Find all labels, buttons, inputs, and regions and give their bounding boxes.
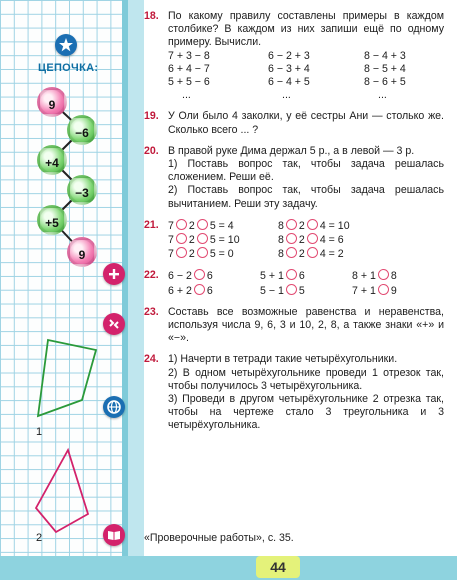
exercise-19 <box>144 110 444 136</box>
figure-label: 2 <box>36 532 43 544</box>
blank-circle[interactable] <box>197 247 208 258</box>
ellipsis: ... <box>378 89 387 102</box>
equation-row: 7 2 5 = 0 8 2 4 = 2 <box>168 248 344 261</box>
exercise-number: 22. <box>144 269 159 282</box>
chain-bead: 9 <box>37 87 67 117</box>
figure-label: 1 <box>36 426 43 438</box>
blank-circle[interactable] <box>378 284 389 295</box>
page-strip <box>128 0 144 580</box>
equation-row: 7 2 5 = 10 8 2 4 = 6 <box>168 234 344 247</box>
exercise-18 <box>144 10 444 102</box>
example: 6 − 4 + 5 <box>268 76 310 89</box>
exercise-text: По какому правилу составлены примеры в каждом столбике? В каждом из них запиши ещё по одному примеру. Вычисли. <box>168 10 444 49</box>
example: 8 − 6 + 5 <box>364 76 406 89</box>
example: 5 + 5 − 6 <box>168 76 210 89</box>
ellipsis: ... <box>282 89 291 102</box>
exercise-question: 2) Поставь вопрос так, чтобы задача решалась вычитанием. Реши эту задачу. <box>168 184 444 210</box>
blank-circle[interactable] <box>286 269 297 280</box>
exercise-23 <box>144 306 444 346</box>
blank-circle[interactable] <box>307 233 318 244</box>
bottom-band <box>0 556 457 580</box>
exercise-text: У Оли было 4 заколки, у её сестры Ани — столько же. Сколько всего ... ? <box>168 110 444 136</box>
page-number: 44 <box>256 556 300 578</box>
blank-circle[interactable] <box>307 247 318 258</box>
example: 6 − 3 + 4 <box>268 62 310 75</box>
blank-circle[interactable] <box>176 247 187 258</box>
exercise-text: Составь все возможные равенства и неравенства, используя числа 9, 6, 3 и 10, 2, 8, а также знаки «+» и «−». <box>168 305 444 345</box>
blank-circle[interactable] <box>286 233 297 244</box>
blank-circle[interactable] <box>176 233 187 244</box>
blank-circle[interactable] <box>194 269 205 280</box>
comparison-row: 6 + 2 6 5 − 1 5 7 + 1 9 <box>168 284 397 297</box>
example: 7 + 3 − 8 <box>168 49 210 62</box>
chain-bead: +5 <box>37 205 67 235</box>
example-columns <box>168 50 444 103</box>
example: 8 − 4 + 3 <box>364 49 406 62</box>
exercise-20 <box>144 145 444 211</box>
exercise-text: 1) Начерти в тетради такие четырёхугольники. <box>168 353 398 366</box>
exercise-text: 3) Проведи в другом четырёхугольнике 2 отрезка так, чтобы на чертеже стало 3 треугольника и 3 четырёхугольника. <box>168 393 444 432</box>
example: 8 − 5 + 4 <box>364 62 406 75</box>
chain-bead: −3 <box>67 175 97 205</box>
exercise-text: 2) В одном четырёхугольнике проведи 1 отрезок так, чтобы получилось 3 четырёхугольника. <box>168 366 444 392</box>
exercise-22 <box>144 269 444 297</box>
exercise-number: 20. <box>144 144 159 157</box>
example: 6 − 2 + 3 <box>268 49 310 62</box>
blank-circle[interactable] <box>286 247 297 258</box>
blank-circle[interactable] <box>286 284 297 295</box>
equation-row: 7 2 5 = 4 8 2 4 = 10 <box>168 219 350 232</box>
exercise-number: 18. <box>144 10 159 22</box>
ellipsis: ... <box>182 89 191 102</box>
example: 6 + 4 − 7 <box>168 62 210 75</box>
blank-circle[interactable] <box>194 284 205 295</box>
chain-bead: 9 <box>67 237 97 267</box>
exercise-21 <box>144 219 444 262</box>
exercise-number: 24. <box>144 353 159 366</box>
quadrilateral-figures <box>0 0 128 560</box>
chain-title: ЦЕПОЧКА: <box>38 62 99 74</box>
exercise-question: 1) Поставь вопрос так, чтобы задача решалась сложением. Реши её. <box>168 158 444 184</box>
chain-bead: +4 <box>37 145 67 175</box>
exercise-24 <box>144 353 444 432</box>
exercise-list <box>144 10 444 441</box>
exercise-text: В правой руке Дима держал 5 р., а в левой — 3 р. <box>168 144 415 157</box>
blank-circle[interactable] <box>176 219 187 230</box>
blank-circle[interactable] <box>197 219 208 230</box>
exercise-number: 19. <box>144 110 159 123</box>
chain-bead: −6 <box>67 115 97 145</box>
reference-note: «Проверочные работы», с. 35. <box>144 532 294 544</box>
exercise-number: 23. <box>144 305 159 318</box>
blank-circle[interactable] <box>307 219 318 230</box>
blank-circle[interactable] <box>197 233 208 244</box>
blank-circle[interactable] <box>378 269 389 280</box>
blank-circle[interactable] <box>286 219 297 230</box>
comparison-row: 6 − 2 6 5 + 1 6 8 + 1 8 <box>168 270 397 283</box>
exercise-number: 21. <box>144 218 159 231</box>
